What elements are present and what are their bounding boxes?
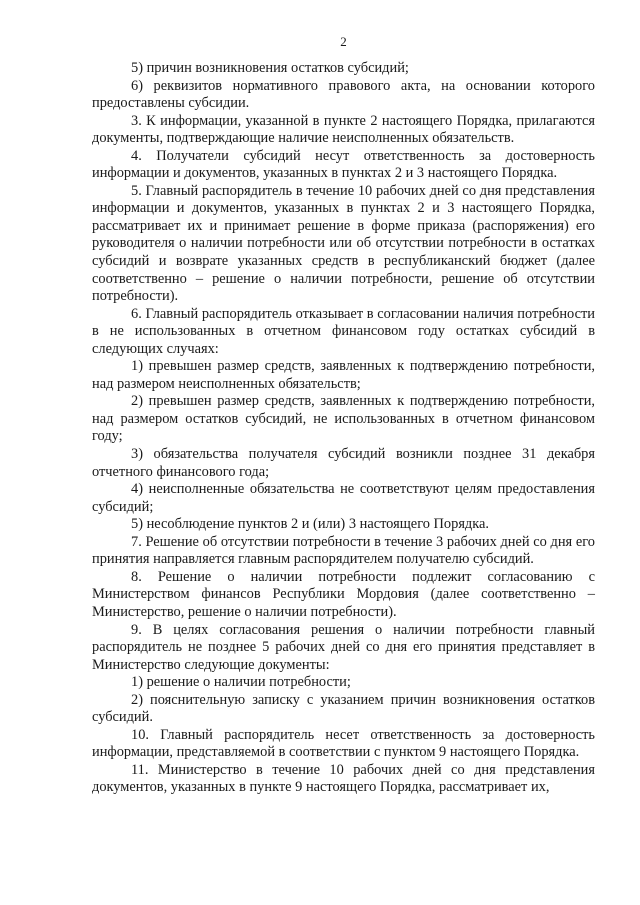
paragraph-6-requisites: 6) реквизитов нормативного правового акта, на основании которого предоставлены субсидии. (92, 77, 595, 112)
paragraph-clause-5: 5. Главный распорядитель в течение 10 рабочих дней со дня представления информации и документов, указанных в пунктах 2 и 3 настоящего Порядка, рассматривает их и принимает решение в форме приказа (распоряжения) его руководителя о наличии потребности или об отсутствии потребности в остатках субсидий и возврате указанных средств в республиканский бюджет (далее соответственно – решение о наличии потребности, решение об отсутствии потребности). (92, 182, 595, 305)
paragraph-case-1: 1) превышен размер средств, заявленных к подтверждению потребности, над размером неисполненных обязательств; (92, 358, 595, 392)
paragraph-doc-2: 2) пояснительную записку с указанием причин возникновения остатков субсидий. (92, 691, 595, 726)
paragraph-clause-10: 10. Главный распорядитель несет ответственность за достоверность информации, представляемой в соответствии с пунктом 9 настоящего Порядка. (92, 726, 595, 761)
paragraph-5-reasons: 5) причин возникновения остатков субсидий; (131, 60, 409, 76)
paragraph-clause-9: 9. В целях согласования решения о наличии потребности главный распорядитель не позднее 5 рабочих дней со дня его принятия представляет в Министерство следующие документы: (92, 621, 595, 673)
paragraph-clause-4: 4. Получатели субсидий несут ответственность за достоверность информации и документов, указанных в пунктах 2 и 3 настоящего Порядка. (92, 147, 595, 182)
paragraph-clause-11: 11. Министерство в течение 10 рабочих дней со дня представления документов, указанных в пункте 9 настоящего Порядка, рассматривает их, (92, 761, 595, 796)
paragraph-case-4: 4) неисполненные обязательства не соответствуют целям предоставления субсидий; (92, 481, 595, 515)
paragraph-clause-3: 3. К информации, указанной в пункте 2 настоящего Порядка, прилагаются документы, подтверждающие наличие неисполненных обязательств. (92, 112, 595, 147)
page-number: 2 (340, 34, 347, 49)
paragraph-clause-6: 6. Главный распорядитель отказывает в согласовании наличия потребности в не использованных в отчетном финансовом году остатках субсидий в следующих случаях: (92, 305, 595, 357)
paragraph-case-2: 2) превышен размер средств, заявленных к подтверждению потребности, над размером остатков субсидий, не использованных в отчетном финансовом году; (92, 393, 595, 445)
paragraph-doc-1: 1) решение о наличии потребности; (131, 674, 351, 691)
paragraph-case-5: 5) несоблюдение пунктов 2 и (или) 3 настоящего Порядка. (131, 516, 490, 533)
document-body (92, 60, 595, 797)
paragraph-case-3: 3) обязательства получателя субсидий возникли позднее 31 декабря отчетного финансового года; (92, 446, 595, 480)
paragraph-clause-8: 8. Решение о наличии потребности подлежит согласованию с Министерством финансов Республики Мордовия (далее соответственно – Министерство, решение о наличии потребности). (92, 568, 595, 620)
paragraph-clause-7: 7. Решение об отсутствии потребности в течение 3 рабочих дней со дня его принятия направляется главным распорядителем получателю субсидий. (92, 533, 595, 568)
